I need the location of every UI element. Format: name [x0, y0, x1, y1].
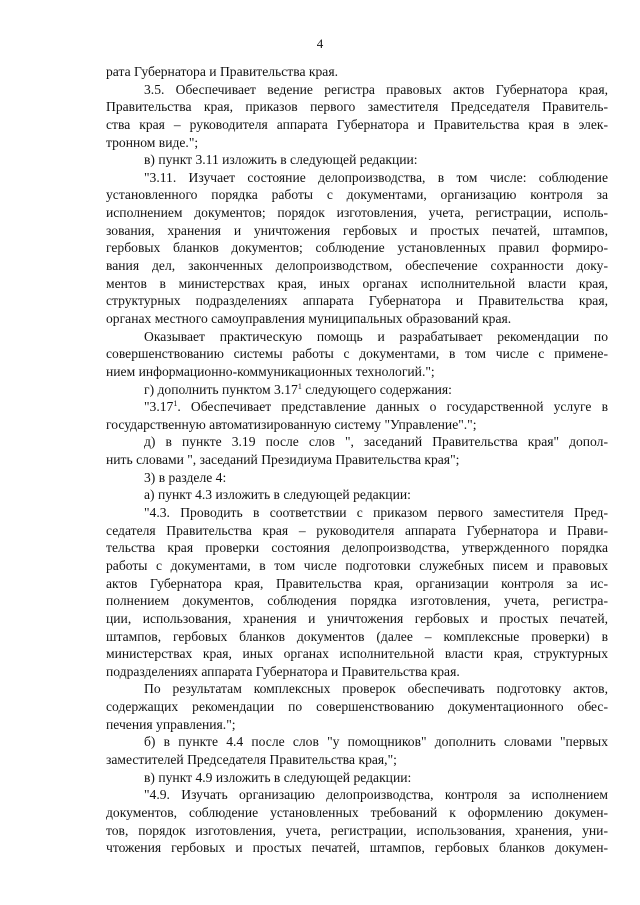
text-line: печения управления.";	[106, 716, 236, 732]
text-line: "4.3. Проводить в соответствии с приказом первого заместителя Пред-	[144, 505, 608, 521]
text-line: рата Губернатора и Правительства края.	[106, 64, 338, 79]
text-line: министерствах края, иных органах исполнительной власти края, структурных	[106, 646, 608, 662]
text-line: совершенствованию системы работы с документами, в том числе с примене-	[106, 346, 608, 362]
text-line: тронном виде.";	[106, 134, 199, 150]
document-body	[106, 63, 608, 857]
text-line: "4.9. Изучать организацию делопроизводства, контроля за исполнением	[144, 787, 608, 803]
text-line: в) пункт 3.11 изложить в следующей редакции:	[144, 152, 418, 168]
text-line: органах местного самоуправления муниципальных образований края.	[106, 310, 512, 326]
text-line: вания дел, законченных делопроизводством, обеспечение сохранности доку-	[106, 258, 608, 274]
text-line: 3) в разделе 4:	[144, 469, 227, 485]
text-line: г) дополнить пунктом 3.17$^1$ следующего содержания:	[144, 381, 452, 397]
text-line: зования, хранения и уничтожения гербовых и простых печатей, штампов,	[106, 222, 608, 238]
text-line: штампов, гербовых бланков документов (далее – комплексные проверки) в	[106, 628, 608, 644]
text-line: а) пункт 4.3 изложить в следующей редакции:	[144, 487, 411, 503]
text-line: подразделениях аппарата Губернатора и Правительства края.	[106, 663, 460, 679]
text-line: в) пункт 4.9 изложить в следующей редакции:	[144, 769, 412, 785]
page-number: 4	[316, 36, 324, 51]
text-line: нием информационно-коммуникационных технологий.";	[106, 363, 435, 379]
text-line: Оказывает практическую помощь и разрабатывает рекомендации по	[144, 328, 608, 344]
text-line: полнением документов, соблюдения порядка изготовления, учета, регистра-	[106, 593, 608, 609]
text-line: установленного порядка работы с документами, организацию контроля за	[106, 187, 608, 203]
text-line: ментов в министерствах края, иных органах исполнительной власти края,	[106, 275, 608, 291]
text-line: 3.5. Обеспечивает ведение регистра правовых актов Губернатора края,	[144, 81, 608, 97]
superscript: 1	[173, 399, 178, 409]
text-line: структурных подразделениях аппарата Губернатора и Правительства края,	[106, 293, 608, 309]
text-line: содержащих рекомендации по совершенствованию документационного обес-	[106, 699, 608, 715]
text-line: ства края – руководителя аппарата Губернатора и Правительства края в элек-	[106, 116, 608, 132]
text-line: "3.17$^1$. Обеспечивает представление данных о государственной услуге в	[144, 399, 608, 415]
text-line: документов, соблюдение установленных требований к оформлению докумен-	[106, 804, 608, 820]
text-line: ции, использования, хранения и уничтожения гербовых и простых печатей,	[106, 610, 608, 626]
text-line: исполнением документов; порядок изготовления, учета, регистрации, исполь-	[106, 205, 608, 221]
text-line: тельства края проверки состояния делопроизводства, утвержденного порядка	[106, 540, 608, 556]
text-line: Правительства края, приказов первого заместителя Председателя Правитель-	[106, 99, 608, 115]
superscript: 1	[297, 381, 302, 391]
text-line: "3.11. Изучает состояние делопроизводства, в том числе: соблюдение	[144, 169, 608, 185]
text-line: чтожения гербовых и простых печатей, штампов, гербовых бланков докумен-	[106, 840, 608, 856]
text-line: заместителей Председателя Правительства края,";	[106, 751, 397, 767]
text-line: нить словами ", заседаний Президиума Правительства края";	[106, 452, 460, 468]
text-line: актов Губернатора края, Правительства края, организации контроля за ис-	[106, 575, 608, 591]
text-line: седателя Правительства края – руководителя аппарата Губернатора и Прави-	[106, 522, 608, 538]
text-line: тов, порядок изготовления, учета, регистрации, использования, хранения, уни-	[106, 822, 608, 838]
text-line: б) в пункте 4.4 после слов "у помощников" дополнить словами "первых	[144, 734, 608, 750]
text-line: работы с документами, в том числе подготовки служебных писем и правовых	[106, 557, 608, 573]
text-line: По результатам комплексных проверок обеспечивать подготовку актов,	[144, 681, 608, 697]
text-line: д) в пункте 3.19 после слов ", заседаний Правительства края" допол-	[144, 434, 608, 450]
text-line: государственную автоматизированную систему "Управление".";	[106, 416, 477, 432]
text-line: гербовых бланков документов; соблюдение установленных правил формиро-	[106, 240, 608, 256]
